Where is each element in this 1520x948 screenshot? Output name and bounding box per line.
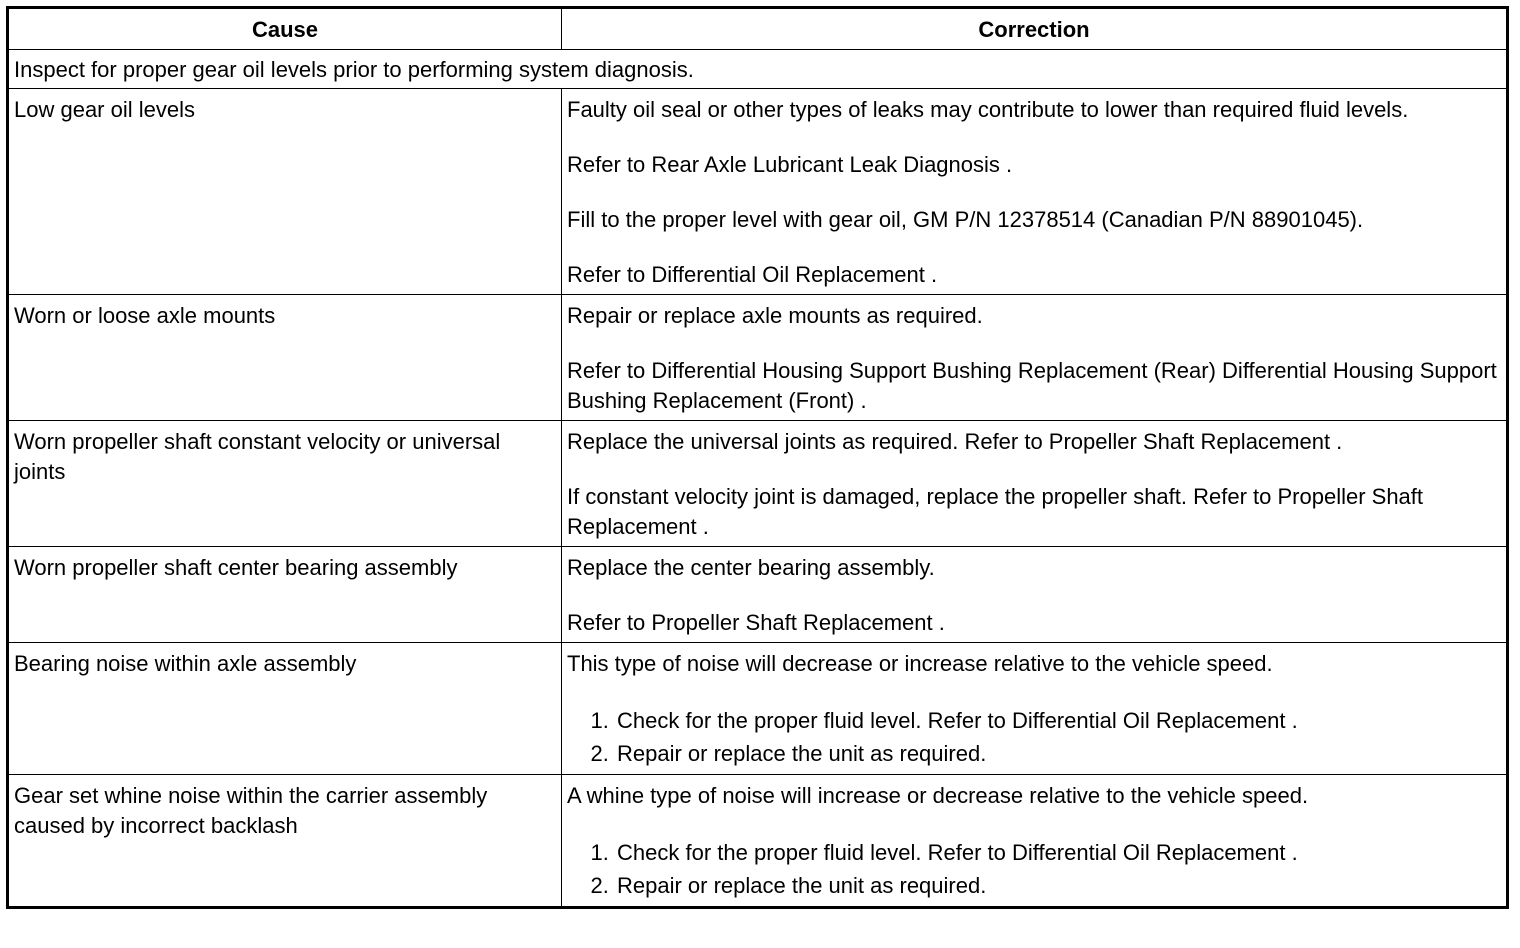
table-row (8, 547, 1508, 643)
step-item: 1. Check for the proper fluid level. Refer to Differential Oil Replacement . (615, 836, 1502, 869)
cause-cell: Worn propeller shaft constant velocity or universal joints (8, 421, 562, 547)
header-row (8, 8, 1508, 50)
correction-paragraph: Refer to Differential Housing Support Bushing Replacement (Rear) Differential Housing Support Bushing Replacement (Front) . (567, 358, 1497, 413)
correction-paragraph: Replace the center bearing assembly. (567, 555, 935, 580)
correction-cell (562, 295, 1508, 421)
intro-text: Inspect for proper gear oil levels prior to performing system diagnosis. (8, 50, 1508, 89)
correction-paragraph: This type of noise will decrease or increase relative to the vehicle speed. (567, 651, 1273, 676)
table-row (8, 89, 1508, 295)
correction-cell (562, 421, 1508, 547)
table-row (8, 775, 1508, 908)
correction-paragraph: Fill to the proper level with gear oil, GM P/N 12378514 (Canadian P/N 88901045). (567, 207, 1364, 232)
correction-paragraph: Refer to Differential Oil Replacement . (567, 262, 938, 287)
correction-paragraph: A whine type of noise will increase or decrease relative to the vehicle speed. (567, 783, 1309, 808)
correction-paragraph: Repair or replace axle mounts as required. (567, 303, 983, 328)
correction-cell (562, 89, 1508, 295)
diagnosis-sheet (6, 6, 1506, 940)
correction-paragraph: If constant velocity joint is damaged, replace the propeller shaft. Refer to Propeller Shaft Replacement . (567, 484, 1424, 539)
step-item: 2. Repair or replace the unit as required. (615, 869, 1502, 902)
correction-column-header: Correction (562, 8, 1508, 50)
steps-list (567, 704, 1502, 770)
table-row (8, 295, 1508, 421)
correction-paragraph: Refer to Rear Axle Lubricant Leak Diagnosis . (567, 152, 1013, 177)
diagnosis-table (6, 6, 1509, 909)
cause-cell: Worn propeller shaft center bearing assembly (8, 547, 562, 643)
cause-cell: Low gear oil levels (8, 89, 562, 295)
correction-paragraph: Refer to Propeller Shaft Replacement . (567, 610, 945, 635)
steps-list (567, 836, 1502, 902)
correction-cell (562, 775, 1508, 908)
correction-cell (562, 643, 1508, 775)
correction-paragraph: Replace the universal joints as required. Refer to Propeller Shaft Replacement . (567, 429, 1343, 454)
cause-cell: Gear set whine noise within the carrier assembly caused by incorrect backlash (8, 775, 562, 908)
correction-paragraph: Faulty oil seal or other types of leaks may contribute to lower than required fluid levels. (567, 97, 1409, 122)
intro-row (8, 50, 1508, 89)
step-item: 2. Repair or replace the unit as required. (615, 737, 1502, 770)
cause-cell: Bearing noise within axle assembly (8, 643, 562, 775)
table-row (8, 643, 1508, 775)
cause-cell: Worn or loose axle mounts (8, 295, 562, 421)
step-item: 1. Check for the proper fluid level. Refer to Differential Oil Replacement . (615, 704, 1502, 737)
table-row (8, 421, 1508, 547)
cause-column-header: Cause (8, 8, 562, 50)
correction-cell (562, 547, 1508, 643)
